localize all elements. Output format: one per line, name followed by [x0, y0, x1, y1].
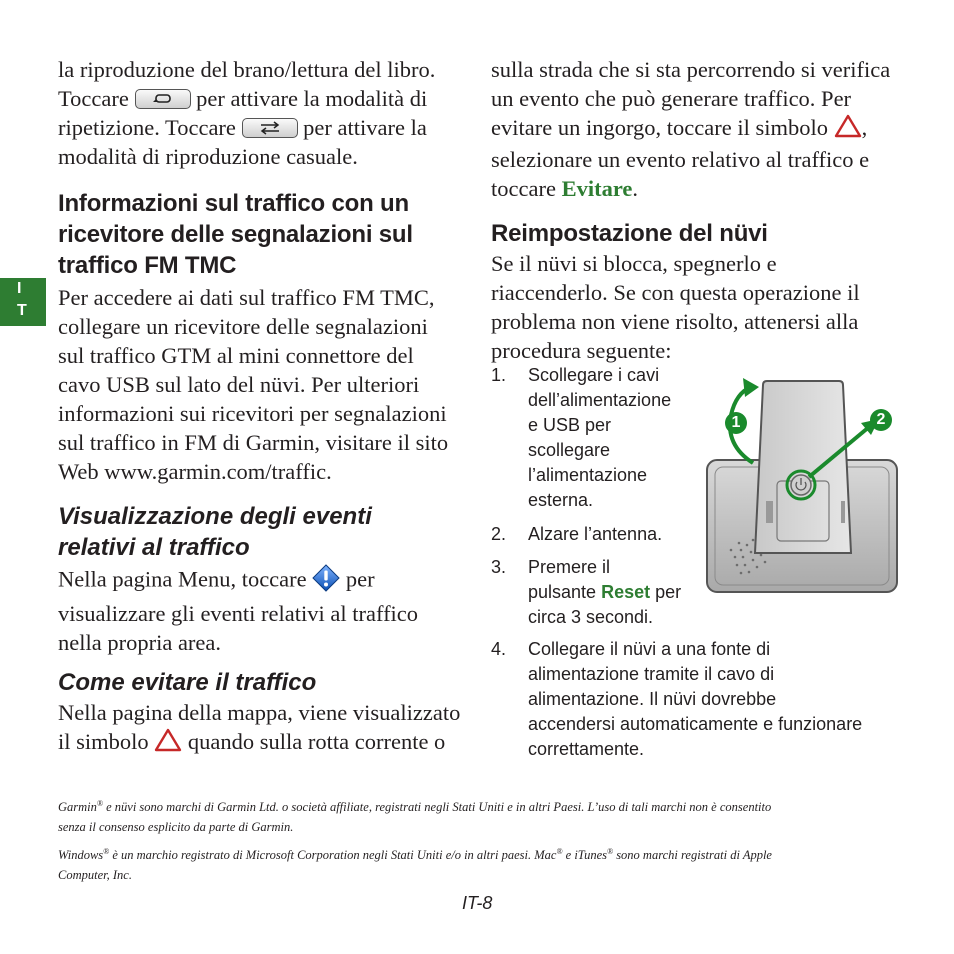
language-tab: [0, 278, 46, 326]
paragraph-avoid-traffic: Nella pagina della mappa, viene visualizzato il simbolo quando sulla rotta corrente o: [58, 698, 478, 759]
reset-button-label: Reset: [601, 582, 651, 602]
footnote-garmin: Garmin® e nüvi sono marchi di Garmin Ltd. o società affiliate, registrati negli Stati Uniti e in altri Paesi. L’uso di tali marchi non è consentito senza il consenso esplicito da parte di Garmin.: [58, 799, 772, 835]
nuvi-device-illustration: [703, 375, 913, 603]
warning-triangle-icon[interactable]: [834, 114, 862, 145]
language-tab-letter-i: I: [17, 280, 22, 297]
paragraph-avoid-continued: sulla strada che si sta percorrendo si verifica un evento che può generare traffico. Per evitare un ingorgo, toccare il simbolo , selezionare un evento relativo al traffico e toccare Evitare.: [491, 57, 891, 202]
page-number: IT-8: [462, 893, 493, 913]
evitare-link[interactable]: Evitare: [561, 176, 633, 202]
heading-reset-nuvi: Reimpostazione del nüvi: [491, 220, 768, 247]
heading-traffic-tmc: Informazioni sul traffico con un ricevitore delle segnalazioni sul traffico FM TMC: [58, 190, 413, 279]
callout-1-badge: 1: [725, 412, 747, 434]
heading-traffic-events: Visualizzazione degli eventi relativi al traffico: [58, 503, 372, 561]
paragraph-traffic-tmc: Per accedere ai dati sul traffico FM TMC, collegare un ricevitore delle segnalazioni sul traffico GTM al mini connettore del cavo USB sul lato del nüvi. Per ulteriori informazioni sui ricevitori per segnalazioni sul traffico in FM di Garmin, visitare il sito Web www.garmin.com/traffic.: [58, 285, 449, 484]
repeat-icon[interactable]: [135, 89, 191, 109]
heading-avoid-traffic: Come evitare il traffico: [58, 669, 317, 696]
footnote-windows-apple: Windows® è un marchio registrato di Microsoft Corporation negli Stati Uniti e/o in altri paesi. Mac® e iTunes® sono marchi registrati di Apple Computer, Inc.: [58, 847, 772, 883]
paragraph-traffic-events: Nella pagina Menu, toccare per visualizzare gli eventi relativi al traffico nella propria area.: [58, 564, 478, 657]
intro-line-4: modalità di riproduzione casuale.: [58, 144, 358, 169]
intro-line-3: ripetizione. Toccare per attivare la: [58, 115, 427, 140]
shuffle-icon[interactable]: [242, 118, 298, 138]
paragraph-reset-nuvi: Se il nüvi si blocca, spegnerlo e riaccenderlo. Se con questa operazione il problema non viene risolto, attenersi alla procedura seguente:: [491, 251, 860, 363]
intro-line-1: la riproduzione del brano/lettura del libro.: [58, 57, 436, 82]
callout-2-badge: 2: [870, 409, 892, 431]
left-intro: [58, 55, 478, 171]
language-tab-letter-t: T: [17, 302, 27, 319]
intro-line-2: Toccare per attivare la modalità di: [58, 86, 428, 111]
traffic-event-icon[interactable]: [312, 564, 340, 599]
warning-triangle-icon: [154, 728, 182, 759]
